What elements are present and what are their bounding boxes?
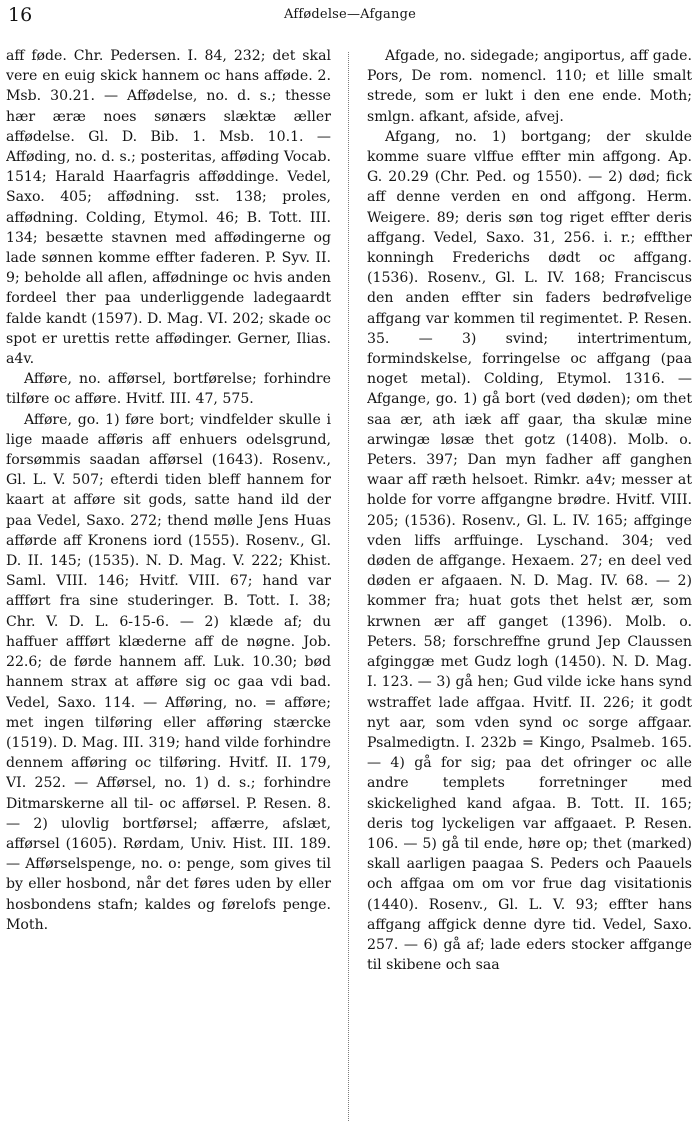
page-number: 16 bbox=[8, 4, 33, 26]
left-column bbox=[6, 46, 331, 1121]
entry-affore-noun: Afføre, no. afførsel, bortførelse; forhindre tilføre oc afføre. Hvitf. III. 47, 575. bbox=[6, 371, 331, 408]
right-column bbox=[367, 46, 692, 1121]
column-divider bbox=[348, 52, 349, 1121]
entry-afgang: Afgang, no. 1) bortgang; der skulde komme suare vlffue effter min affgong. Ap. G. 20.29 (Chr. Ped. og 1550). — 2) død; fick aff denne verden en ond affgong. Herm. Weigere. 89; deris søn tog riget effter deris affgang. Vedel, Saxo. 31, 256. i. r.; effther konningh Frederichs dødt oc affgang. (1536). Rosenv., Gl. L. IV. 168; Franciscus den anden effter sin faders bedrøfvelige affgang var kommen til regimentet. P. Resen. 35. — 3) svind; intertrimentum, formindskelse, forringelse oc affgang (paa noget metal). Colding, Etymol. 1316. — Afgange, go. 1) gå bort (ved døden); om thet saa ær, ath iæk aff gaar, tha skulæ mine arwingæ løsæ thet gotz (1408). Molb. o. Peters. 397; Dan myn fadher aff ganghen waar aff ræth helsoet. Rimkr. a4v; messer at holde for vorre affgangne brødre. Hvitf. VIII. 205; (1536). Rosenv., Gl. L. IV. 165; affginge vden liffs arffuinge. Lyschand. 304; ved døden de affgange. Hexaem. 27; en deel ved døden er afgaaen. N. D. Mag. IV. 68. — 2) kommer fra; huat gots thet helst ær, som krwnen ær aff ganget (1396). Molb. o. Peters. 58; forschreffne grund Jep Claussen afginggæ met Gudz logh (1450). N. D. Mag. I. 123. — 3) gå hen; Gud vilde icke hans synd wstraffet lade affgaa. Hvitf. II. 226; it godt nyt aar, som vden synd oc sorge affgaar. Psalmedigtn. I. 232b = Kingo, Psalmeb. 165. — 4) gå for sig; paa det ofringer oc alle andre templets forretninger med skickelighed kand afgaa. B. Tott. II. 165; deris tog lyckeligen var affgaaet. P. Resen. 106. — 5) gå til ende, høre op; thet (marked) skall aarligen paagaa S. Peders och Paauels och affgaa om om vor frue dag visitationis (1440). Rosenv., Gl. L. V. 93; effter hans affgang affgick denne dyre tid. Vedel, Saxo. 257. — 6) gå af; lade eders stocker affgange til skibene och saa bbox=[367, 128, 692, 974]
entry-affode-continuation: aff føde. Chr. Pedersen. I. 84, 232; det skal vere en euig skick hannem oc hans afføde. 2. Msb. 30.21. — Affødelse, no. d. s.; thesse hær æræ noes sønærs slæktæ æller affødelse. Gl. D. Bib. 1. Msb. 10.1. — Afføding, no. d. s.; posteritas, afføding Vocab. 1514; Harald Haarfagris afføddinge. Vedel, Saxo. 405; affødning. sst. 138; proles, affødning. Colding, Etymol. 46; B. Tott. III. 134; besætte stavnen med affødingerne og lade sønnen komme effter faderen. P. Syv. II. 9; beholde all aflen, affødninge oc hvis anden fordeel ther paa underliggende ladegaardt falde kandt (1597). D. Mag. VI. 202; skade oc spot er urettis rette affødinger. Gerner, Ilias. a4v. bbox=[6, 48, 331, 368]
running-title: Affødelse—Afgange bbox=[284, 7, 416, 22]
entry-afgade: Afgade, no. sidegade; angiportus, aff gade. Pors, De rom. nomencl. 110; et lille smalt strede, som er lukt i den ene ende. Moth; smlgn. afkant, afside, afvej. bbox=[367, 48, 692, 125]
entry-affore-verb: Afføre, go. 1) føre bort; vindfelder skulle i lige maade afføris aff enhuers odelsgrund, forsømmis saadan afførsel (1643). Rosenv., Gl. L. V. 507; efterdi tiden bleff hannem for kaart at afføre sit gods, satte hand ild der paa Vedel, Saxo. 272; thend mølle Jens Huas afførde aff Kronens iord (1555). Rosenv., Gl. D. II. 145; (1535). N. D. Mag. V. 222; Khist. Saml. VIII. 146; Hvitf. VIII. 67; hand var affført fra sine studeringer. B. Tott. I. 38; Chr. V. D. L. 6-15-6. — 2) klæde af; du haffuer affført klæderne aff de nøgne. Job. 22.6; de førde hannem aff. Luk. 10.30; bød hannem strax at afføre sig oc gaa vdi bad. Vedel, Saxo. 114. — Afføring, no. = afføre; met ingen tilføring eller afføring stærcke (1519). D. Mag. III. 319; hand vilde forhindre dennem afføring oc tilføring. Hvitf. II. 179, VI. 252. — Afførsel, no. 1) d. s.; forhindre Ditmarskerne all til- oc afførsel. P. Resen. 8. — 2) ulovlig bortførsel; affærre, afslæt, afførsel (1605). Rørdam, Univ. Hist. III. 189. — Afførselspenge, no. o: penge, som gives til by eller hosbond, når det føres uden by eller hosbondens stafn; kaldes og førelofs penge. Moth. bbox=[6, 411, 331, 933]
